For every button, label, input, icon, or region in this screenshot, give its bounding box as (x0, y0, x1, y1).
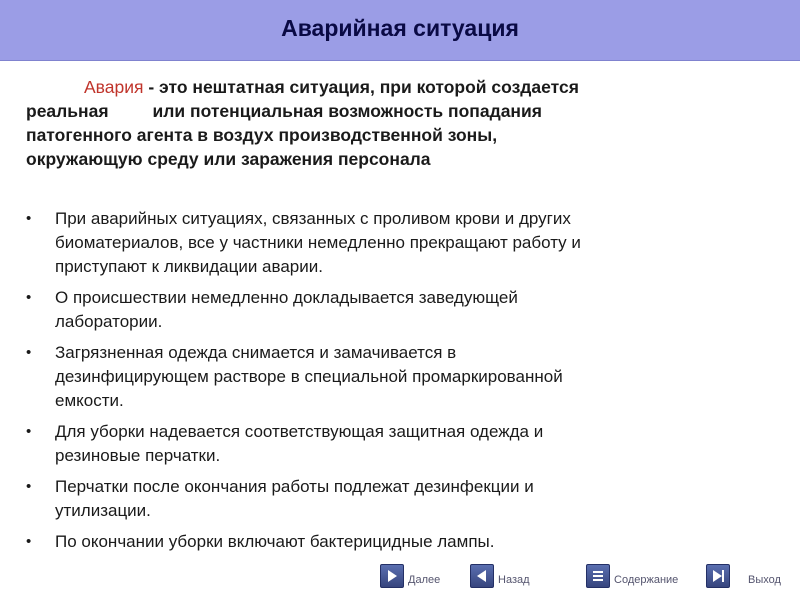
exit-label: Выход (748, 574, 781, 586)
list-item-line: дезинфицирующем растворе в специальной промаркированной (55, 367, 563, 386)
list-item (26, 286, 746, 334)
definition-line-2 (26, 99, 726, 123)
exit-button[interactable] (706, 564, 794, 590)
navigation-bar (0, 556, 800, 596)
bullet-icon: • (26, 289, 32, 306)
list-item-line: Для уборки надевается соответствующая защитная одежда и (55, 422, 544, 441)
definition-line-4: окружающую среду или заражения персонала (26, 149, 431, 169)
next-button[interactable] (380, 564, 450, 590)
back-label: Назад (498, 574, 530, 586)
definition-line-2-b: или потенциальная возможность попадания (152, 101, 542, 121)
list-item (26, 530, 746, 554)
next-label: Далее (408, 574, 441, 586)
list-item (26, 341, 746, 413)
bullet-list (26, 207, 746, 561)
bullet-icon: • (26, 344, 32, 361)
list-item-line: По окончании уборки включают бактерицидные лампы. (55, 532, 495, 551)
bullet-icon: • (26, 423, 32, 440)
contents-label: Содержание (614, 574, 679, 586)
definition-term: Авария (84, 77, 144, 97)
list-item-line: лаборатории. (55, 312, 163, 331)
play-left-icon (470, 564, 494, 588)
back-button[interactable] (470, 564, 540, 590)
title-bar (0, 0, 800, 61)
definition-line-1-text: - это нештатная ситуация, при которой создается (143, 77, 579, 97)
list-item-line: резиновые перчатки. (55, 446, 221, 465)
list-item-line: приступают к ликвидации аварии. (55, 257, 323, 276)
list-item-line: Перчатки после окончания работы подлежат дезинфекции и (55, 477, 534, 496)
list-item (26, 475, 746, 523)
list-item-line: емкости. (55, 391, 124, 410)
contents-button[interactable] (586, 564, 696, 590)
slide-title: Аварийная ситуация (281, 15, 519, 41)
list-item-line: биоматериалов, все у частники немедленно прекращают работу и (55, 233, 581, 252)
list-item-line: утилизации. (55, 501, 151, 520)
exit-icon (706, 564, 730, 588)
list-item-line: При аварийных ситуациях, связанных с проливом крови и других (55, 209, 571, 228)
play-right-icon (380, 564, 404, 588)
list-item (26, 420, 746, 468)
list-item-line: О происшествии немедленно докладывается заведующей (55, 288, 518, 307)
bullet-icon: • (26, 478, 32, 495)
bullet-icon: • (26, 533, 32, 550)
bullet-icon: • (26, 210, 32, 227)
definition-line-1 (26, 75, 726, 99)
definition-block (26, 75, 726, 171)
definition-line-2-a: реальная (26, 101, 109, 121)
list-item (26, 207, 746, 279)
contents-icon (586, 564, 610, 588)
list-item-line: Загрязненная одежда снимается и замачивается в (55, 343, 457, 362)
definition-line-3: патогенного агента в воздух производственной зоны, (26, 125, 498, 145)
